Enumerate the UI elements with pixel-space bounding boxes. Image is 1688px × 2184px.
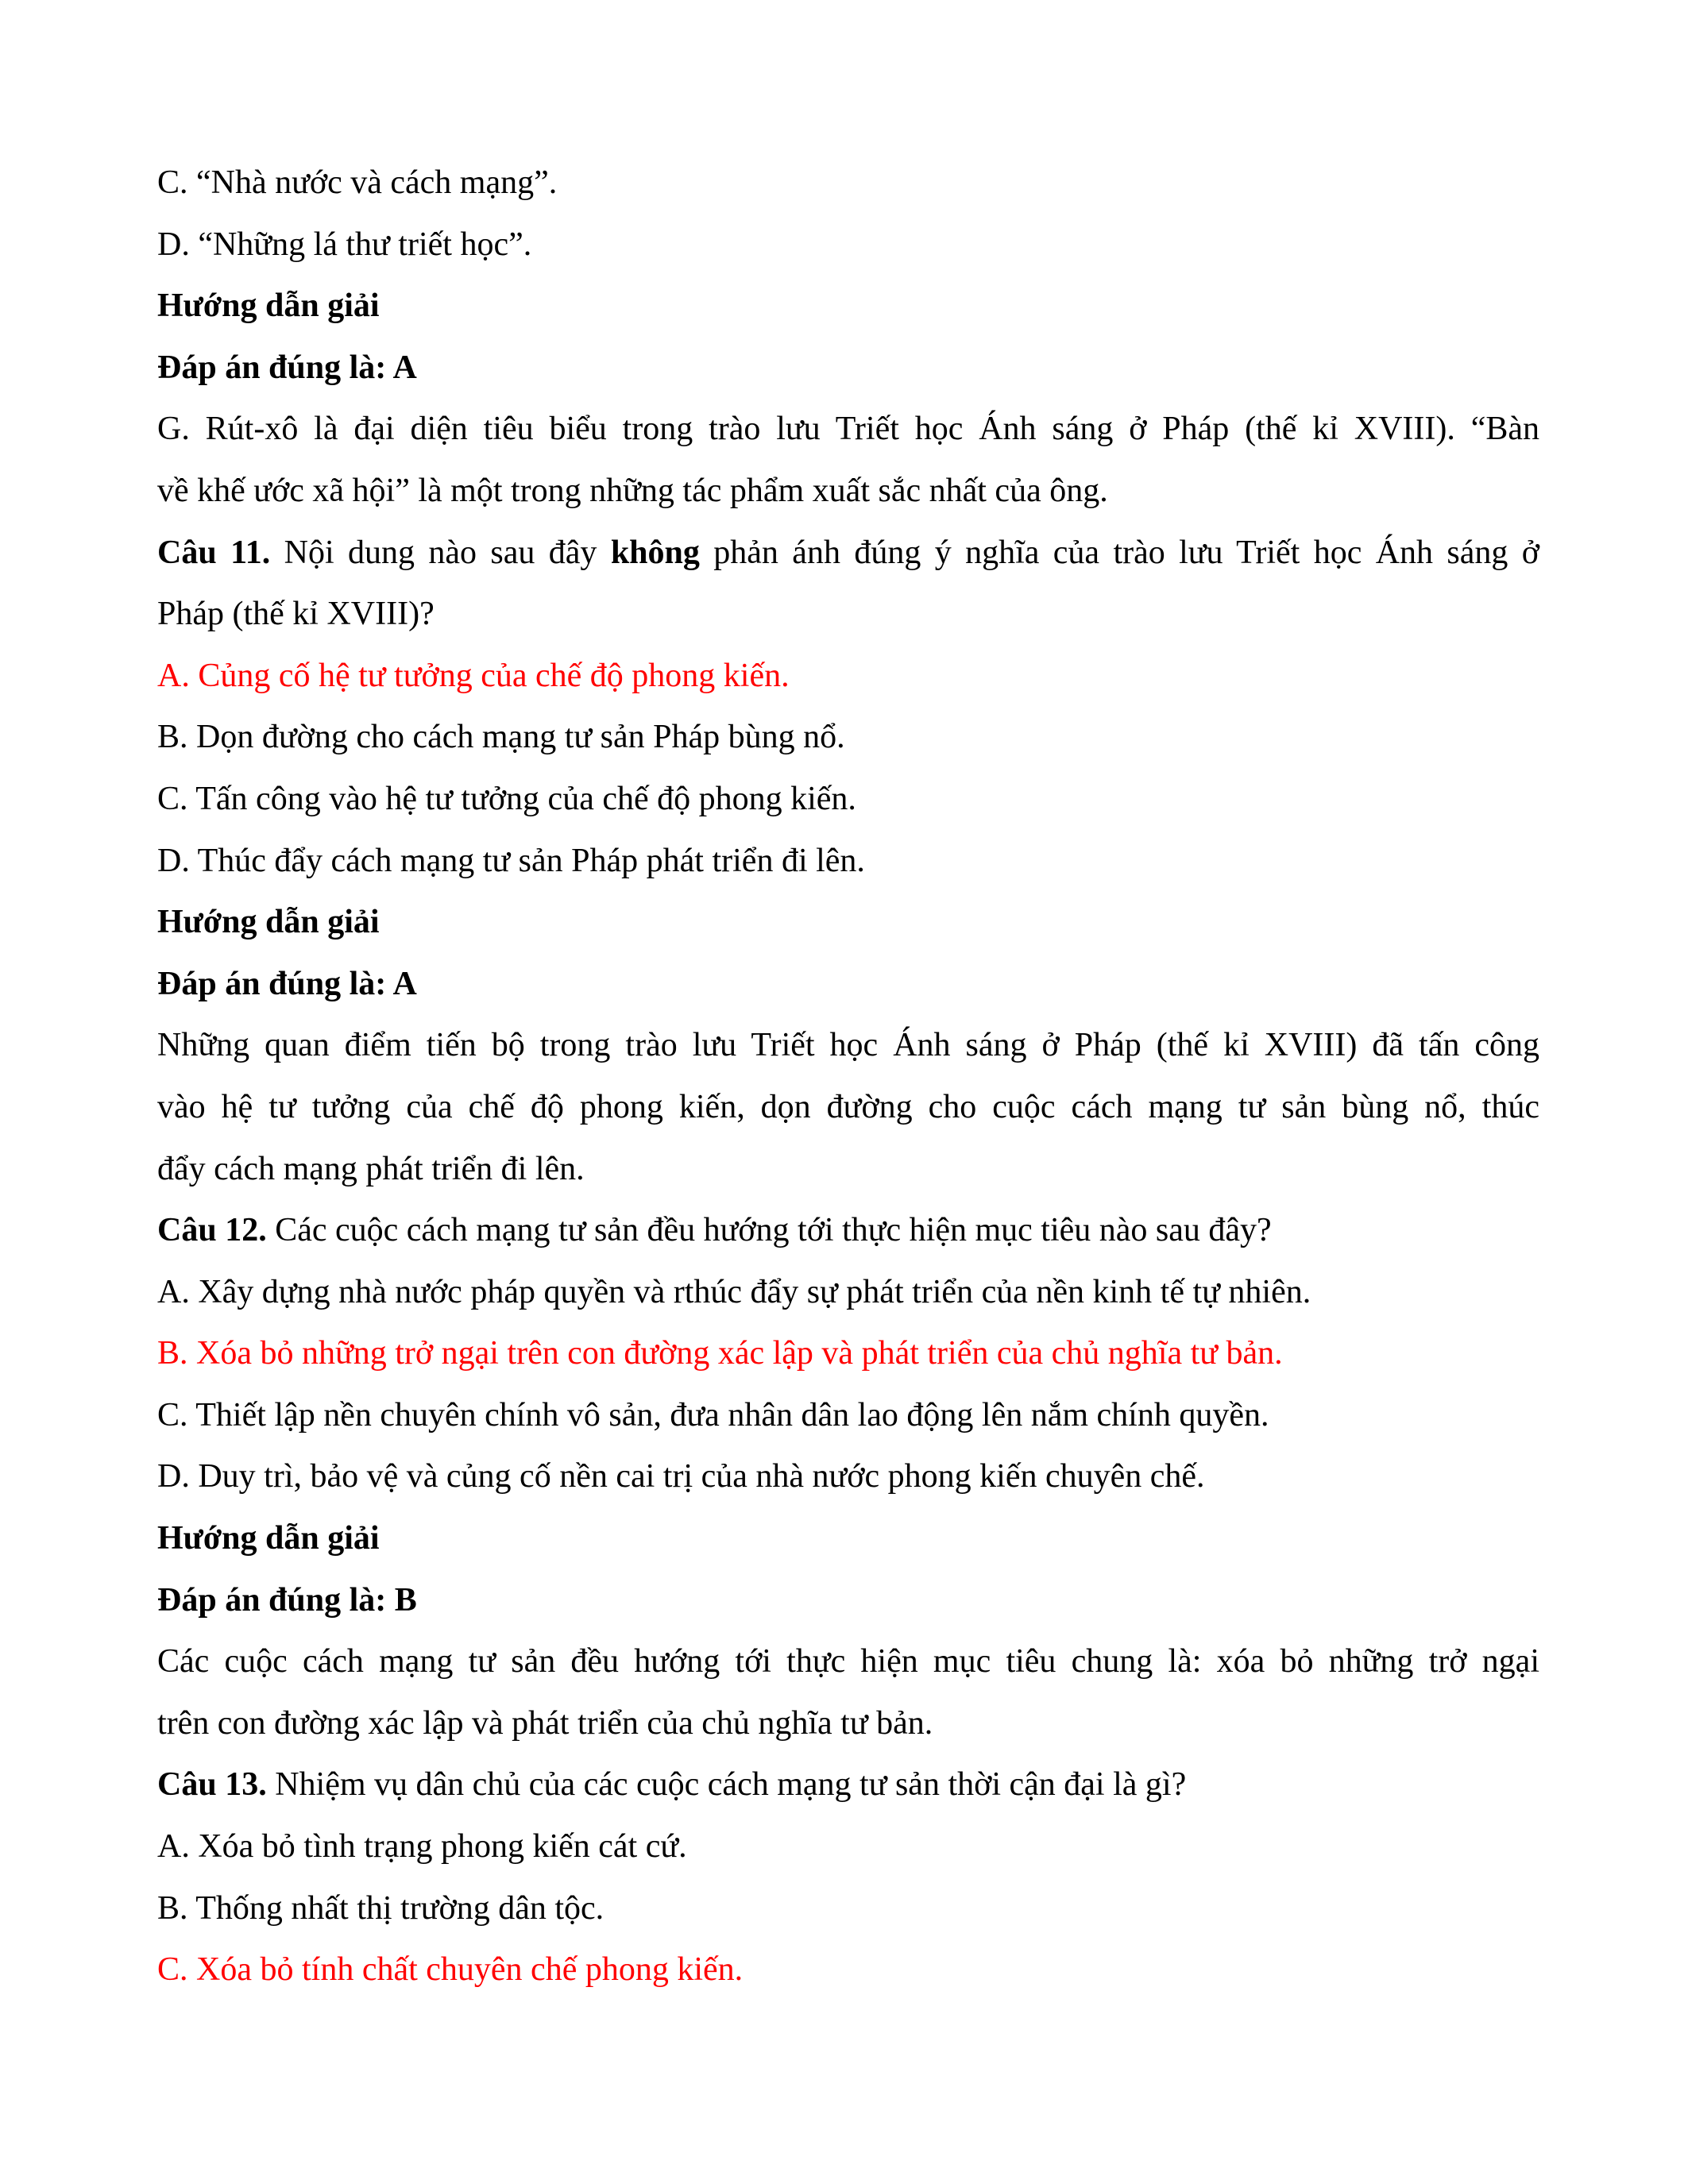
q12-guide-heading: Hướng dẫn giải <box>157 1520 380 1557</box>
q11-text-after: phản ánh đúng ý nghĩa của trào lưu Triết học Ánh sáng ở <box>699 534 1540 571</box>
q10-option-d: D. “Những lá thư triết học”. <box>157 226 532 263</box>
document-page <box>157 152 1539 2001</box>
q13-option-c: C. Xóa bỏ tính chất chuyên chế phong kiến. <box>157 1951 744 1989</box>
q13-question <box>157 1754 1539 1816</box>
q11-guide-heading: Hướng dẫn giải <box>157 904 380 941</box>
q11-question-line2: Pháp (thế kỉ XVIII)? <box>157 596 435 633</box>
q11-question <box>157 523 1539 585</box>
q11-text-before: Nội dung nào sau đây <box>270 534 611 571</box>
q12-explanation-line: trên con đường xác lập và phát triển của chủ nghĩa tư bản. <box>157 1704 933 1742</box>
q13-text: Nhiệm vụ dân chủ của các cuộc cách mạng tư sản thời cận đại là gì? <box>266 1766 1187 1804</box>
q13-option-b: B. Thống nhất thị trường dân tộc. <box>157 1889 605 1927</box>
q11-option-c: C. Tấn công vào hệ tư tưởng của chế độ phong kiến. <box>157 780 856 817</box>
q10-option-c: C. “Nhà nước và cách mạng”. <box>157 164 558 201</box>
q12-option-a: A. Xây dựng nhà nước pháp quyền và rthúc đẩy sự phát triển của nền kinh tế tự nhiên. <box>157 1273 1311 1310</box>
q12-text: Các cuộc cách mạng tư sản đều hướng tới thực hiện mục tiêu nào sau đây? <box>266 1212 1272 1249</box>
q12-option-d: D. Duy trì, bảo vệ và củng cố nền cai trị của nhà nước phong kiến chuyên chế. <box>157 1458 1205 1495</box>
q10-guide-heading: Hướng dẫn giải <box>157 287 380 325</box>
q11-label: Câu 11. <box>157 534 271 571</box>
q11-explanation-line: đẩy cách mạng phát triển đi lên. <box>157 1150 585 1187</box>
q12-option-c: C. Thiết lập nền chuyên chính vô sản, đưa nhân dân lao động lên nắm chính quyền. <box>157 1396 1269 1433</box>
q13-label: Câu 13. <box>157 1766 267 1804</box>
q11-text-bold: không <box>610 534 700 571</box>
q11-answer: Đáp án đúng là: A <box>157 965 417 1002</box>
q13-option-a: A. Xóa bỏ tình trạng phong kiến cát cứ. <box>157 1828 687 1866</box>
q11-option-d: D. Thúc đẩy cách mạng tư sản Pháp phát triển đi lên. <box>157 842 865 879</box>
q11-option-a: A. Củng cố hệ tư tưởng của chế độ phong kiến. <box>157 657 790 694</box>
q12-answer: Đáp án đúng là: B <box>157 1581 417 1619</box>
q12-label: Câu 12. <box>157 1212 267 1249</box>
q11-explanation-line: vào hệ tư tưởng của chế độ phong kiến, dọn đường cho cuộc cách mạng tư sản bùng nổ, thúc <box>157 1088 1539 1125</box>
q11-option-b: B. Dọn đường cho cách mạng tư sản Pháp bùng nổ. <box>157 719 845 756</box>
q11-explanation-line: Những quan điểm tiến bộ trong trào lưu Triết học Ánh sáng ở Pháp (thế kỉ XVIII) đã tấn công <box>157 1027 1539 1064</box>
q10-answer: Đáp án đúng là: A <box>157 349 417 386</box>
q12-explanation-line: Các cuộc cách mạng tư sản đều hướng tới thực hiện mục tiêu chung là: xóa bỏ những trở ngại <box>157 1643 1539 1680</box>
q12-option-b: B. Xóa bỏ những trở ngại trên con đường xác lập và phát triển của chủ nghĩa tư bản. <box>157 1335 1283 1372</box>
q12-question <box>157 1200 1539 1262</box>
q10-explanation-line: về khế ước xã hội” là một trong những tác phẩm xuất sắc nhất của ông. <box>157 472 1108 509</box>
q10-explanation-line: G. Rút-xô là đại diện tiêu biểu trong trào lưu Triết học Ánh sáng ở Pháp (thế kỉ XVIII). “Bàn <box>157 411 1539 448</box>
